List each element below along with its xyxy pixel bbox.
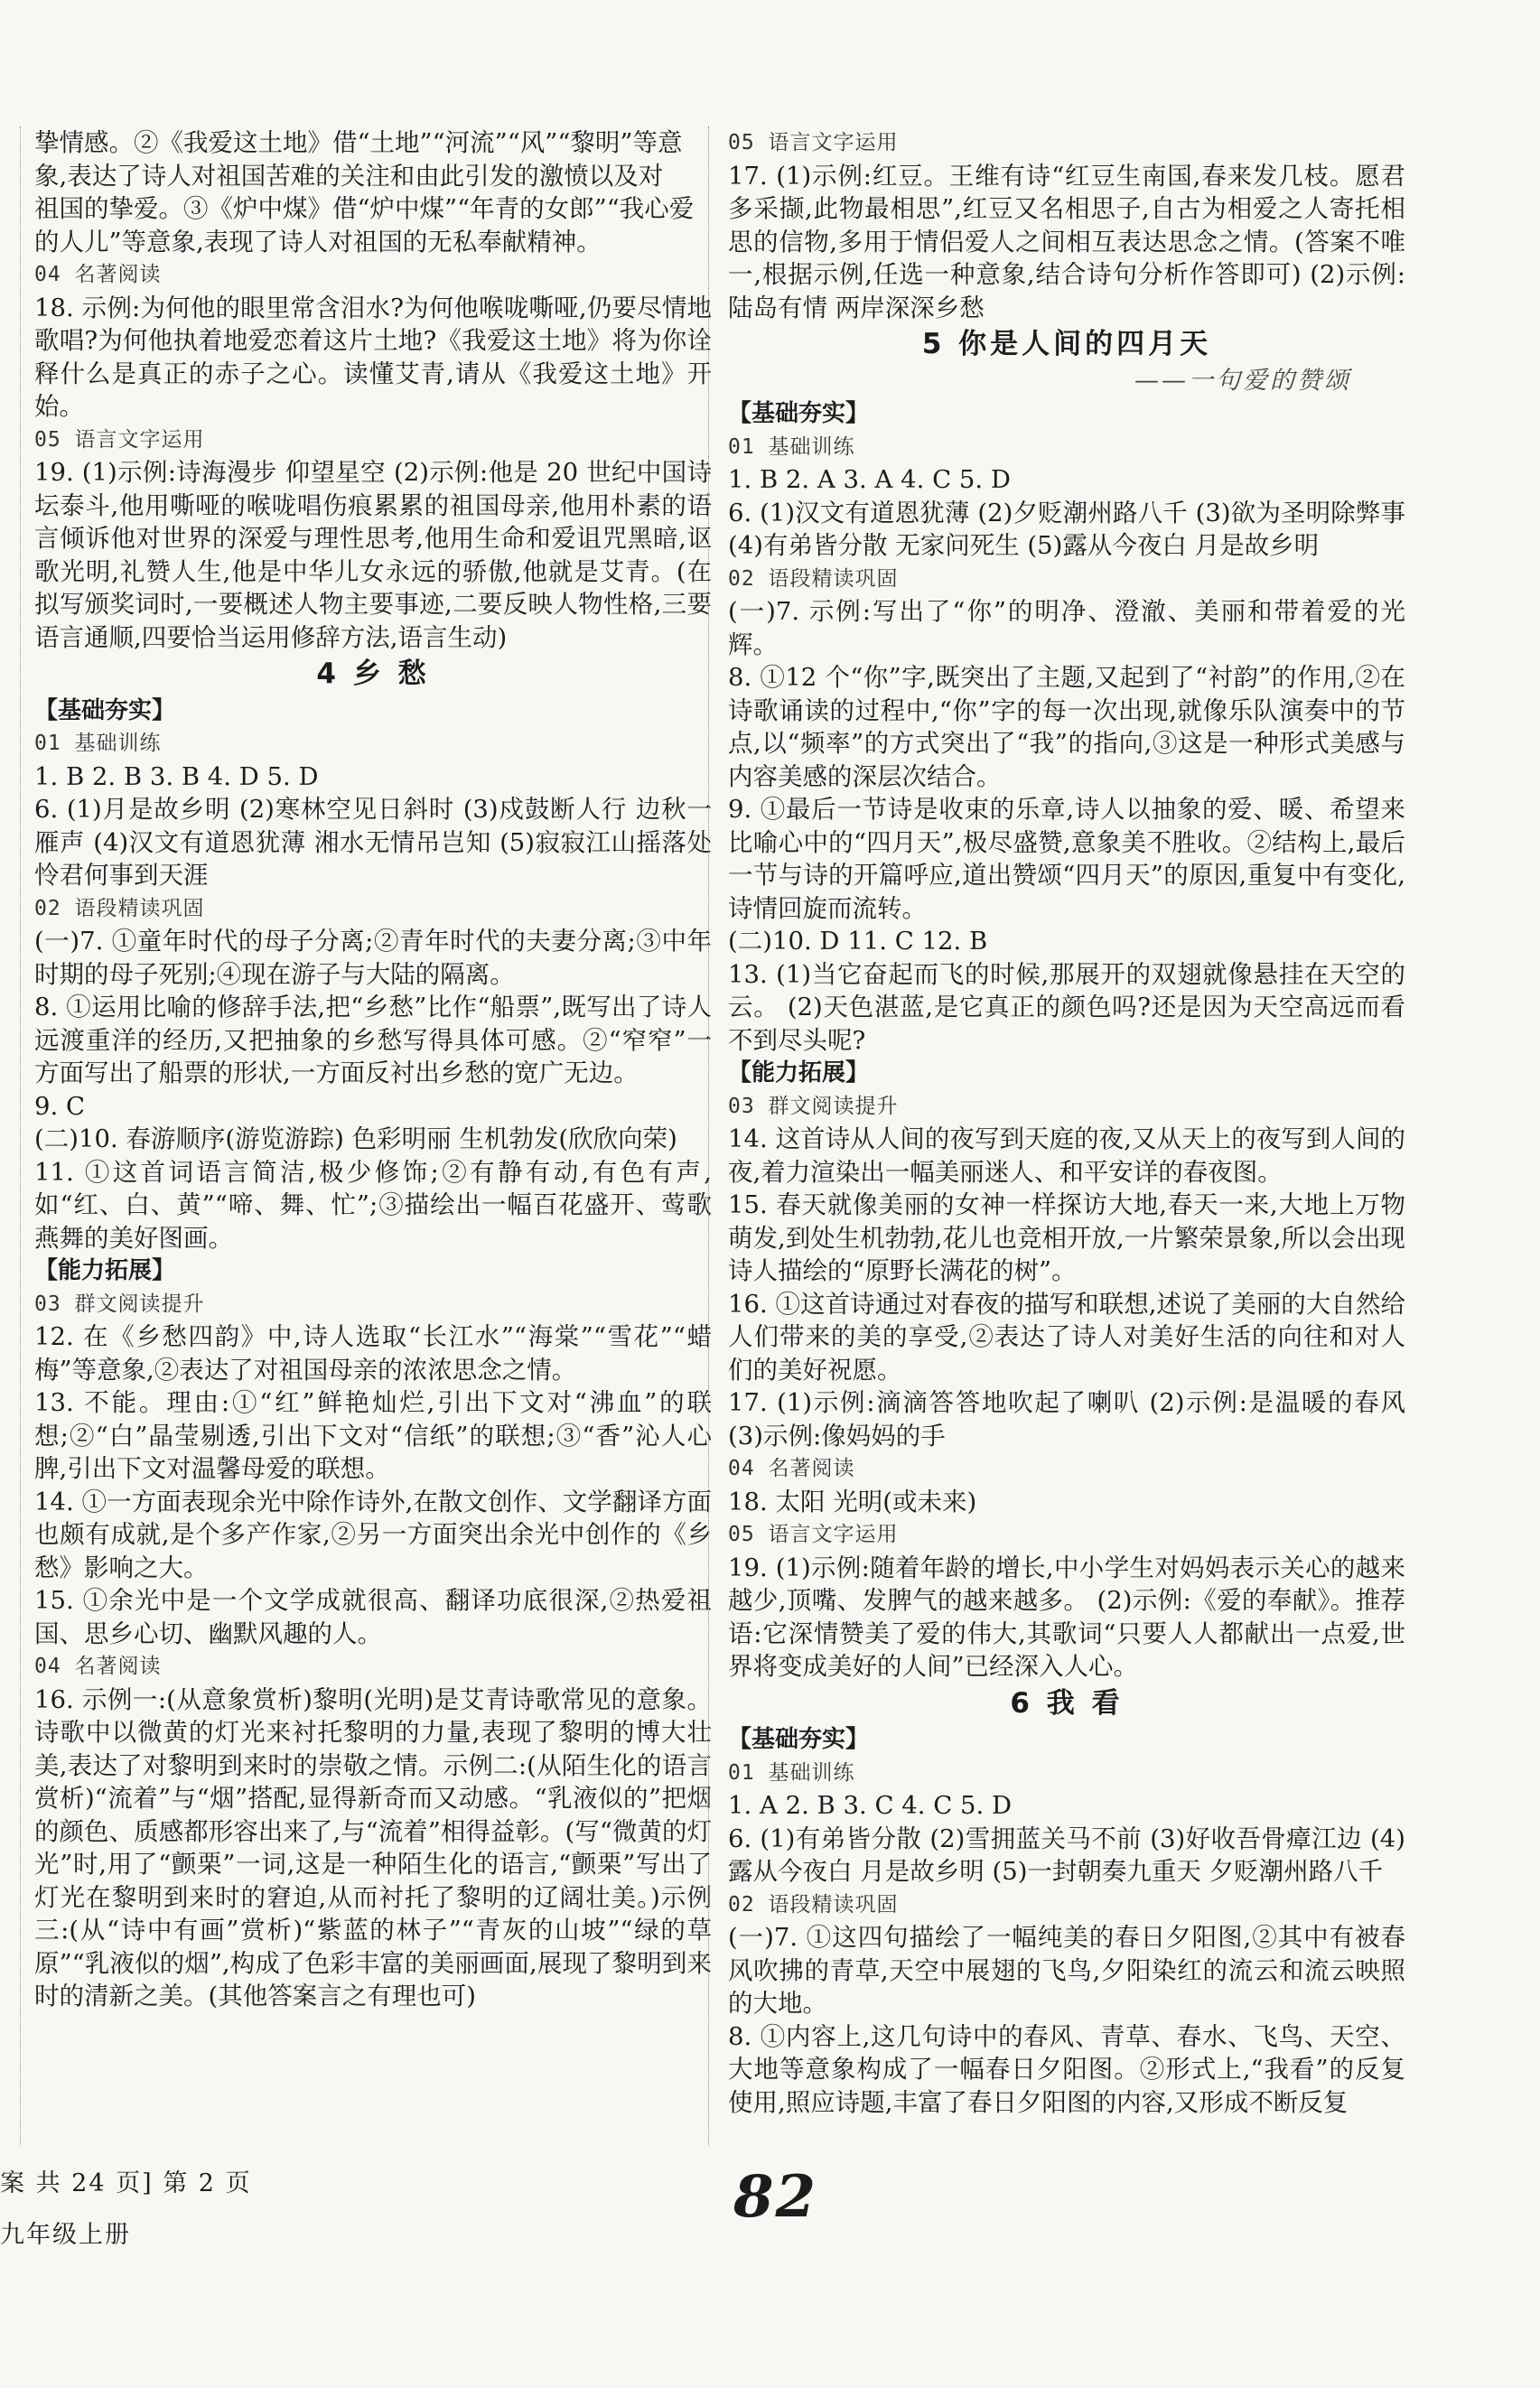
footer-page-info: 案 共 24 页] 第 2 页: [0, 2169, 252, 2197]
answer-16: 16. 示例一:(从意象赏析)黎明(光明)是艾青诗歌常见的意象。诗歌中以微黄的灯光来衬托黎明的力量,表现了黎明的博大壮美,表达了对黎明到来时的崇敬之情。示例二:(从陌生化的语言赏析)“流着”与“烟”搭配,显得新奇而又动感。“乳液似的”把烟的颜色、质感都形容出来了,与“流着”相得益彰。(写“微黄的灯光”时,用了“颤栗”一词,这是一种陌生化的语言,“颤栗”写出了灯光在黎明到来时的窘迫,从而衬托了黎明的辽阔壮美。)示例三:(从“诗中有画”赏析)“紫蓝的林子”“青灰的山坡”“绿的草原”“乳液似的烟”,构成了色彩丰富的美丽画面,展现了黎明到来时的清新之美。(其他答案言之有理也可): [34, 1684, 712, 2010]
answer-9: 9. ①最后一节诗是收束的乐章,诗人以抽象的爱、暖、希望来比喻心中的“四月天”,极尽盛赞,意象美不胜收。②结构上,最后一节与诗的开篇呼应,道出赞颂“四月天”的原因,重复中有变化,诗情回旋而流转。: [728, 795, 1405, 923]
answer-11: 11. ①这首词语言简洁,极少修饰;②有静有动,有色有声,如“红、白、黄”“啼、舞、忙”;③描绘出一幅百花盛开、莺歌燕舞的美好图画。: [34, 1157, 712, 1253]
answer-15: 15. 春天就像美丽的女神一样探访大地,春天一来,大地上万物萌发,到处生机勃勃,花儿也竞相开放,一片繁荣景象,所以会出现诗人描绘的“原野长满花的树”。: [728, 1190, 1405, 1285]
text-line: 象,表达了诗人对祖国苦难的关注和由此引发的激愤以及对: [34, 161, 664, 191]
answer-10-12: (二)10. D 11. C 12. B: [728, 927, 988, 956]
answer-7: (一)7. ①这四句描绘了一幅纯美的春日夕阳图,②其中有被春风吹拂的青草,天空中展翅的飞鸟,夕阳染红的流云和流云映照的大地。: [728, 1923, 1405, 2018]
section-label: 02 语段精读巩固: [728, 1892, 899, 1917]
answer-13: 13. (1)当它奋起而飞的时候,那展开的双翅就像悬挂在天空的云。 (2)天色湛蓝,是它真正的颜色吗?还是因为天空高远而看不到尽头呢?: [728, 959, 1405, 1055]
answer-17: 17. (1)示例:红豆。王维有诗“红豆生南国,春来发几枝。愿君多采撷,此物最相思”,红豆又名相思子,自古为相爱之人寄托相思的信物,多用于情侣爱人之间相互表达思念之情。(答案不唯一,根据示例,任选一种意象,结合诗句分析作答即可) (2)示例:陆岛有情 两岸深深乡愁: [728, 161, 1405, 322]
ability-heading: 【能力拓展】: [34, 1257, 176, 1284]
answer-14: 14. ①一方面表现余光中除作诗外,在散文创作、文学翻译方面也颇有成就,是个多产作家,②另一方面突出余光中创作的《乡愁》影响之大。: [34, 1487, 712, 1582]
answer-16: 16. ①这首诗通过对春夜的描写和联想,述说了美丽的大自然给人们带来的美的享受,②表达了诗人对美好生活的向往和对人们的美好祝愿。: [728, 1289, 1405, 1385]
left-margin-rule: [20, 126, 21, 2146]
multiple-choice-answers: 1. B 2. A 3. A 4. C 5. D: [728, 465, 1011, 494]
base-heading: 【基础夯实】: [728, 1726, 870, 1753]
section-label: 01 基础训练: [34, 732, 162, 755]
text-line: 祖国的挚爱。③《炉中煤》借“炉中煤”“年青的女郎”“我心爱: [34, 194, 695, 223]
answer-19: 19. (1)示例:诗海漫步 仰望星空 (2)示例:他是 20 世纪中国诗坛泰斗,他用嘶哑的喉咙唱伤痕累累的祖国母亲,他用朴素的语言倾诉他对世界的深爱与理性思考,他用生命和爱诅咒黑暗,讴歌光明,礼赞人生,他是中华儿女永远的骄傲,他就是艾青。(在拟写颁奖词时,一要概述人物主要事迹,二要反映人物性格,三要语言通顺,四要恰当运用修辞方法,语言生动): [34, 458, 712, 652]
multiple-choice-answers: 1. A 2. B 3. C 4. C 5. D: [728, 1791, 1013, 1820]
right-column: [728, 126, 1405, 2119]
section-label: 01 基础训练: [728, 1760, 855, 1785]
page-number: 82: [733, 2163, 818, 2231]
answer-12: 12. 在《乡愁四韵》中,诗人选取“长江水”“海棠”“雪花”“蜡梅”等意象,②表达了对祖国母亲的浓浓思念之情。: [34, 1322, 712, 1385]
section-label: 05 语言文字运用: [728, 1523, 899, 1546]
lesson-title-5: 5 你是人间的四月天: [921, 328, 1212, 360]
base-heading: 【基础夯实】: [728, 400, 870, 427]
answer-13: 13. 不能。理由:①“红”鲜艳灿烂,引出下文对“沸血”的联想;②“白”晶莹剔透,引出下文对“信纸”的联想;③“香”沁人心脾,引出下文对温馨母爱的联想。: [34, 1388, 712, 1483]
section-label: 01 基础训练: [728, 434, 855, 459]
ability-heading: 【能力拓展】: [728, 1059, 870, 1087]
answer-7: (一)7. 示例:写出了“你”的明净、澄澈、美丽和带着爱的光辉。: [728, 597, 1405, 659]
lesson-title-6: 6 我 看: [1010, 1686, 1124, 1720]
section-label: 02 语段精读巩固: [728, 566, 899, 591]
section-label: 04 名著阅读: [34, 263, 162, 286]
answer-10: (二)10. 春游顺序(游览游踪) 色彩明丽 生机勃发(欣欣向荣): [34, 1124, 677, 1153]
answer-18: 18. 太阳 光明(或未来): [728, 1487, 977, 1516]
section-label: 04 名著阅读: [728, 1457, 855, 1480]
footer-grade: 九年级上册: [0, 2221, 131, 2249]
lesson-title-4: 4 乡 愁: [316, 658, 430, 690]
section-label: 03 群文阅读提升: [34, 1292, 205, 1316]
answer-8: 8. ①运用比喻的修辞手法,把“乡愁”比作“船票”,既写出了诗人远渡重洋的经历,又把抽象的乡愁写得具体可感。②“窄窄”一方面写出了船票的形状,一方面反衬出乡愁的宽广无边。: [34, 993, 712, 1087]
answer-6: 6. (1)汉文有道恩犹薄 (2)夕贬潮州路八千 (3)欲为圣明除弊事 (4)有弟皆分散 无家问死生 (5)露从今夜白 月是故乡明: [728, 498, 1405, 560]
answer-6: 6. (1)月是故乡明 (2)寒林空见日斜时 (3)戍鼓断人行 边秋一雁声 (4)汉文有道恩犹薄 湘水无情吊岂知 (5)寂寂江山摇落处 怜君何事到天涯: [34, 795, 712, 890]
multiple-choice-answers: 1. B 2. B 3. B 4. D 5. D: [34, 761, 319, 791]
section-label: 03 群文阅读提升: [728, 1094, 899, 1118]
base-heading: 【基础夯实】: [34, 696, 176, 724]
column-divider: [708, 126, 709, 2146]
answer-18: 18. 示例:为何他的眼里常含泪水?为何他喉咙嘶哑,仍要尽情地歌唱?为何他执着地爱恋着这片土地?《我爱这土地》将为你诠释什么是真正的赤子之心。读懂艾青,请从《我爱这土地》开始。: [34, 293, 712, 421]
answer-8: 8. ①12 个“你”字,既突出了主题,又起到了“衬韵”的作用,②在诗歌诵读的过程中,“你”字的每一次出现,就像乐队演奏中的节点,以“频率”的方式突出了“我”的指向,③这是一种形式美感与内容美感的深层次结合。: [728, 663, 1405, 791]
answer-19: 19. (1)示例:随着年龄的增长,中小学生对妈妈表示关心的越来越少,顶嘴、发脾气的越来越多。 (2)示例:《爱的奉献》。推荐语:它深情赞美了爱的伟大,其歌词“只要人人都献出一点爱,世界将变成美好的人间”已经深入人心。: [728, 1553, 1405, 1681]
text-line: 的人儿”等意象,表现了诗人对祖国的无私奉献精神。: [34, 227, 602, 257]
text-line: 挚情感。②《我爱这土地》借“土地”“河流”“风”“黎明”等意: [34, 128, 683, 157]
section-label: 04 名著阅读: [34, 1655, 162, 1678]
answer-6: 6. (1)有弟皆分散 (2)雪拥蓝关马不前 (3)好收吾骨瘴江边 (4)露从今夜白 月是故乡明 (5)一封朝奏九重天 夕贬潮州路八千: [728, 1824, 1405, 1886]
answer-15: 15. ①余光中是一个文学成就很高、翻译功底很深,②热爱祖国、思乡心切、幽默风趣的人。: [34, 1586, 712, 1648]
answer-17: 17. (1)示例:滴滴答答地吹起了喇叭 (2)示例:是温暖的春风 (3)示例:像妈妈的手: [728, 1388, 1405, 1451]
answer-9: 9. C: [34, 1091, 86, 1121]
lesson-subtitle-5: ——一句爱的赞颂: [1134, 366, 1351, 395]
answer-14: 14. 这首诗从人间的夜写到天庭的夜,又从天上的夜写到人间的夜,着力渲染出一幅美丽迷人、和平安详的春夜图。: [728, 1124, 1405, 1187]
left-column: [34, 126, 712, 2160]
section-label: 05 语言文字运用: [34, 427, 205, 452]
answer-8: 8. ①内容上,这几句诗中的春风、青草、春水、飞鸟、天空、大地等意象构成了一幅春日夕阳图。②形式上,“我看”的反复使用,照应诗题,丰富了春日夕阳图的内容,又形成不断反复: [728, 2021, 1405, 2117]
section-label: 02 语段精读巩固: [34, 896, 205, 920]
answer-7: (一)7. ①童年时代的母子分离;②青年时代的夫妻分离;③中年时期的母子死别;④现在游子与大陆的隔离。: [34, 927, 712, 989]
section-label: 05 语言文字运用: [728, 131, 899, 154]
